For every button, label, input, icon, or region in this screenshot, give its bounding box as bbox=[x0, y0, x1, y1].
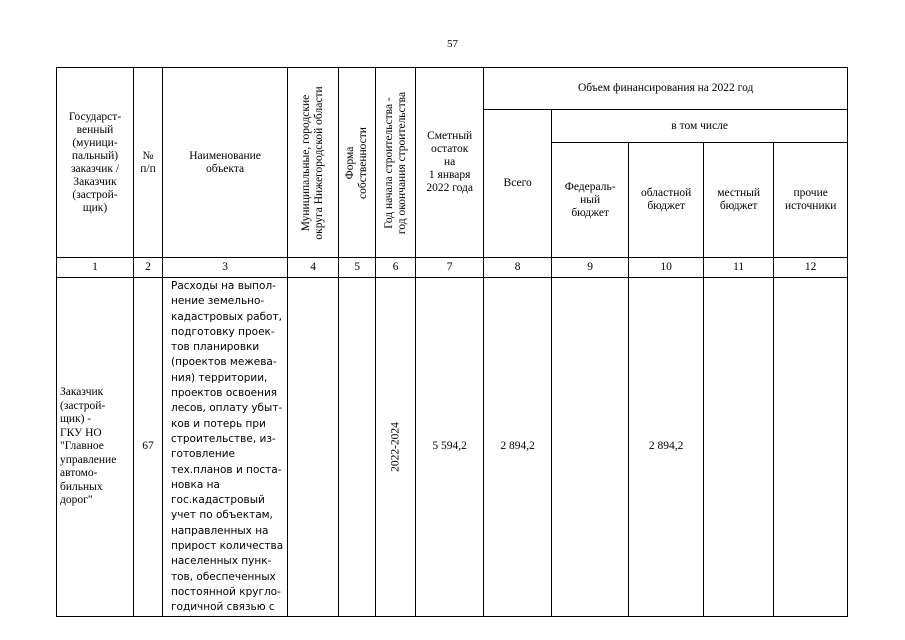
column-number: 12 bbox=[774, 258, 848, 278]
row-estimated-balance: 5 594,2 bbox=[416, 278, 484, 617]
header-construction-years: Год начала строительства - год окончания строительства bbox=[376, 68, 416, 258]
header-financing-title: Объем финансирования на 2022 год bbox=[484, 68, 848, 110]
row-years: 2022-2024 bbox=[376, 278, 416, 617]
header-municipality: Муниципальные, городские округа Нижегородской области bbox=[288, 68, 339, 258]
row-number: 67 bbox=[134, 278, 163, 617]
row-municipality bbox=[288, 278, 339, 617]
header-regional: областной бюджет bbox=[629, 143, 704, 258]
row-description: Расходы на выпол- нение земельно- кадастровых работ, подготовку проек- тов планировки (проектов межева- ния) территории, проектов освоения лесов, оплату убыт- ков и потерь при строительстве, из- готовление тех.планов и поста- новка на гос.кадастровый учет по объектам, направленных на прирост количества населенных пунк- тов, обеспеченных постоянной кругло- годичной связью с bbox=[163, 278, 288, 617]
row-total: 2 894,2 bbox=[484, 278, 552, 617]
header-local: местный бюджет bbox=[704, 143, 774, 258]
header-estimated-balance: Сметный остаток на 1 января 2022 года bbox=[416, 68, 484, 258]
header-other: прочие источники bbox=[774, 143, 848, 258]
row-ownership bbox=[339, 278, 376, 617]
header-total: Всего bbox=[484, 110, 552, 258]
header-object-name: Наименование объекта bbox=[163, 68, 288, 258]
table-row bbox=[57, 278, 848, 617]
page-number: 57 bbox=[447, 38, 458, 50]
header-number: № п/п bbox=[134, 68, 163, 258]
row-other bbox=[774, 278, 848, 617]
column-number-row bbox=[57, 258, 848, 278]
header-customer: Государст- венный (муници- пальный) заказчик / Заказчик (застрой- щик) bbox=[57, 68, 134, 258]
column-number: 6 bbox=[376, 258, 416, 278]
column-number: 10 bbox=[629, 258, 704, 278]
row-customer: Заказчик (застрой- щик) - ГКУ НО "Главное управление автомо- бильных дорог" bbox=[57, 278, 134, 617]
financing-table bbox=[56, 67, 848, 617]
column-number: 1 bbox=[57, 258, 134, 278]
column-number: 2 bbox=[134, 258, 163, 278]
column-number: 8 bbox=[484, 258, 552, 278]
header-federal: Федераль- ный бюджет bbox=[552, 143, 629, 258]
column-number: 11 bbox=[704, 258, 774, 278]
column-number: 4 bbox=[288, 258, 339, 278]
column-number: 3 bbox=[163, 258, 288, 278]
header-ownership: Форма собственности bbox=[339, 68, 376, 258]
column-number: 5 bbox=[339, 258, 376, 278]
column-number: 9 bbox=[552, 258, 629, 278]
header-including: в том числе bbox=[552, 110, 848, 143]
row-federal bbox=[552, 278, 629, 617]
column-number: 7 bbox=[416, 258, 484, 278]
row-local bbox=[704, 278, 774, 617]
row-regional: 2 894,2 bbox=[629, 278, 704, 617]
